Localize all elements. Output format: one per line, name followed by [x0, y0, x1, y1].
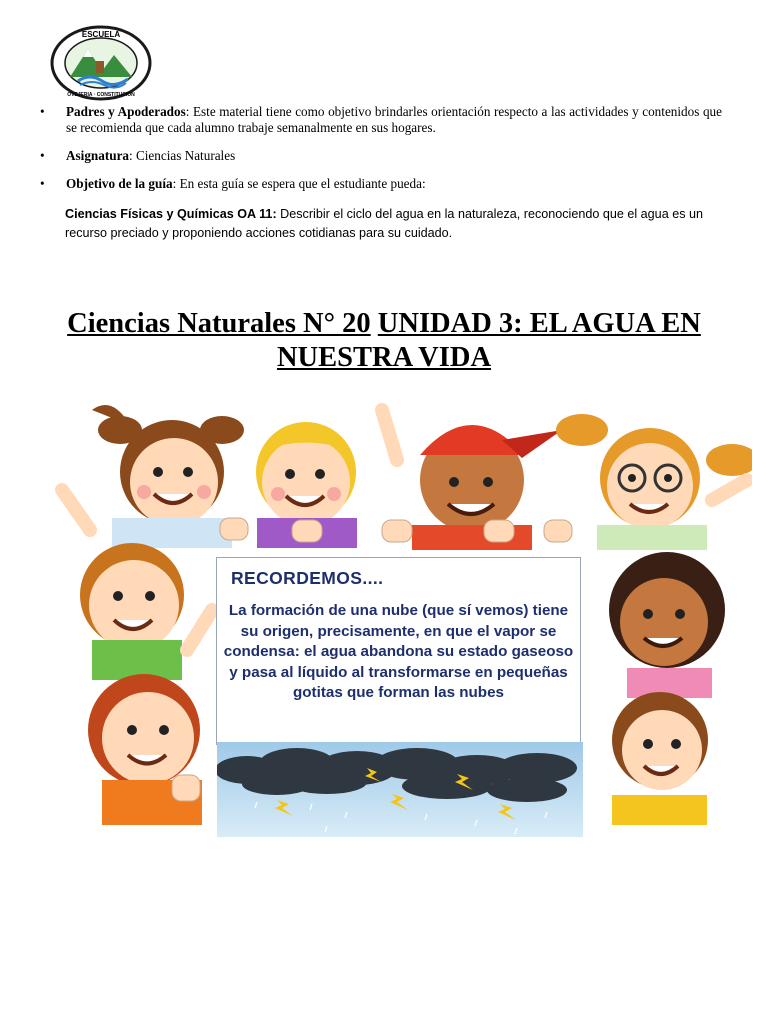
bullet-label: Padres y Apoderados — [66, 104, 186, 119]
bullet-icon: • — [40, 104, 45, 119]
guide-info-list — [40, 104, 722, 204]
learning-objective — [65, 205, 725, 243]
title-part-1: Ciencias Naturales N° 20 — [67, 308, 371, 339]
bullet-text: : En esta guía se espera que el estudiante pueda: — [172, 176, 426, 191]
list-item — [40, 148, 722, 164]
list-item — [40, 104, 722, 136]
bullet-icon: • — [40, 176, 45, 191]
child-figure — [612, 692, 708, 825]
svg-text:ESCUELA: ESCUELA — [81, 30, 121, 39]
objective-label: Ciencias Físicas y Químicas OA 11: — [65, 207, 277, 221]
child-figure — [62, 405, 244, 548]
list-item — [40, 176, 722, 192]
school-logo — [50, 25, 152, 101]
bullet-text: : Ciencias Naturales — [129, 148, 236, 163]
objective-text: Describir el ciclo del agua en la naturaleza, reconociendo que el agua es un recurso preciado y proponiendo acciones cotidianas para su cuidado. — [65, 207, 704, 240]
child-figure — [80, 543, 212, 680]
storm-clouds-image — [217, 742, 583, 837]
recordemos-heading: RECORDEMOS.... — [231, 568, 384, 588]
recordemos-box — [216, 557, 581, 745]
bullet-label: Asignatura — [66, 148, 130, 163]
title-part-2: UNIDAD 3: EL AGUA EN NUESTRA VIDA — [276, 308, 701, 373]
bullet-icon: • — [40, 148, 45, 163]
svg-text:OVEJERIA · CONSTITUCION: OVEJERIA · CONSTITUCION — [67, 92, 135, 98]
recordemos-text: La formación de una nube (que sí vemos) tiene su origen, precisamente, en que el vapor se condensa: el agua abandona su estado gaseoso y pasa al líquido al transformarse en pequeñas gotitas que forman las nubes — [223, 602, 574, 701]
child-figure — [88, 674, 202, 825]
page-title — [60, 307, 708, 375]
child-figure — [609, 552, 725, 698]
child-figure — [556, 414, 752, 550]
bullet-text: : Este material tiene como objetivo brindarles orientación respecto a las actividades y contenidos que se recomienda que cada alumno trabaje semanalmente en sus hogares. — [66, 104, 722, 135]
bullet-label: Objetivo de la guía — [66, 176, 173, 191]
